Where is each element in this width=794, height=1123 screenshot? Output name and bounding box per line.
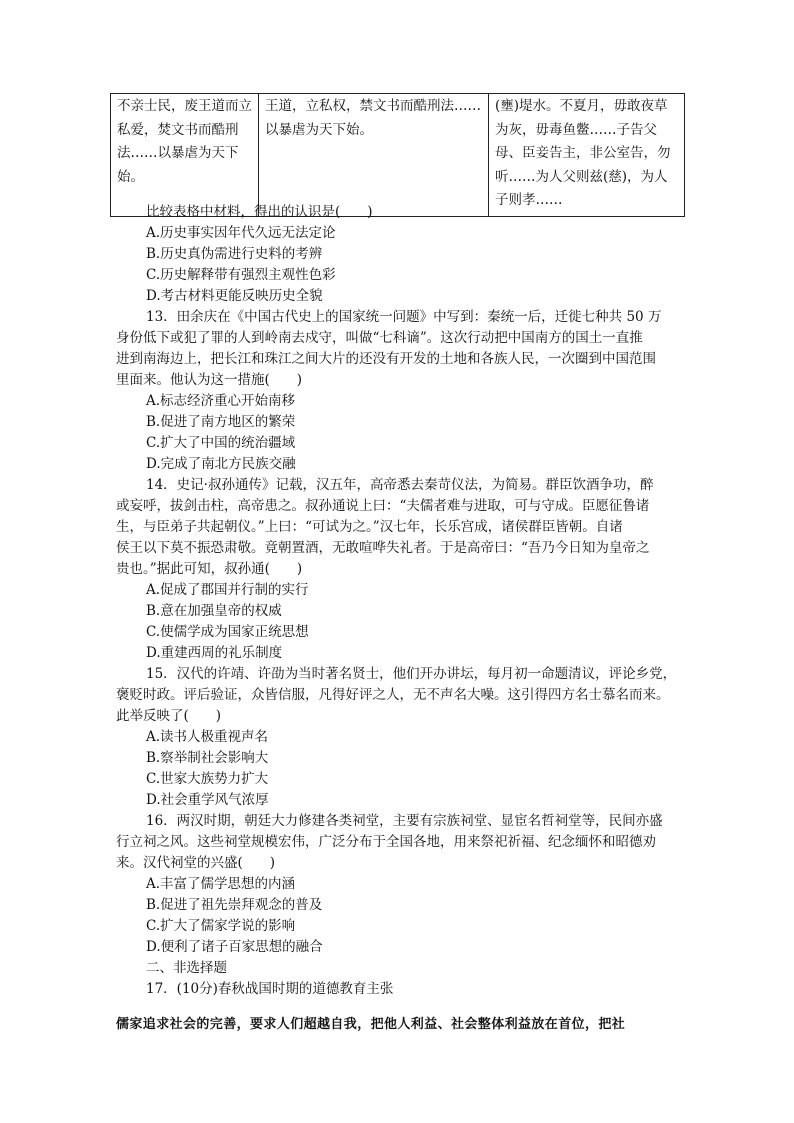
question-13 (116, 307, 684, 475)
question-15-option-b: B.察举制社会影响大 (146, 750, 269, 766)
table-cell-3: (壅)堤水。不夏月，毋敢夜草为灰，毋毒鱼鳖……子告父母、臣妾告主，非公室告，勿听……为人父则兹(慈)，为人子则孝…… (489, 94, 685, 217)
table-cell-2: 王道，立私权，禁文书而酷刑法……以暴虐为天下始。 (259, 94, 489, 217)
question-16-option-a: A.丰富了儒学思想的内涵 (146, 876, 296, 892)
question-13-line: 身份低下或犯了罪的人到岭南去戍守，叫做“七科谪”。这次行动把中国南方的国土一直推 (116, 330, 643, 346)
question-14-option-b: B.意在加强皇帝的权威 (146, 603, 282, 619)
section-non-choice (116, 958, 684, 1000)
question-16-line: 16．两汉时期，朝廷大力修建各类祠堂，主要有宗族祠堂、显宦名哲祠堂等，民间亦盛 (146, 813, 663, 829)
question-12 (116, 202, 684, 307)
question-12-option-d: D.考古材料更能反映历史全貌 (146, 288, 323, 304)
question-15-line: 15．汉代的许靖、许劭为当时著名贤士，他们开办讲坛，每月初一命题清议，评论乡党， (146, 666, 677, 682)
question-14-option-c: C.使儒学成为国家正统思想 (146, 624, 309, 640)
question-12-option-b: B.历史真伪需进行史料的考辨 (146, 246, 323, 262)
question-14-option-d: D.重建西周的礼乐制度 (146, 645, 283, 661)
question-15-line: 此举反映了( ) (116, 708, 222, 724)
question-14-line: 贵也。”据此可知，叔孙通( ) (116, 561, 303, 577)
question-17-text: 儒家追求社会的完善，要求人们超越自我，把他人利益、社会整体利益放在首位，把社 (116, 1017, 626, 1032)
question-13-option-c: C.扩大了中国的统治疆域 (146, 435, 296, 451)
question-15 (116, 664, 684, 811)
question-14-line: 生，与臣弟子共起朝仪。”上曰：“可试为之。”汉七年，长乐宫成，诸侯群臣皆朝。自诸 (116, 519, 623, 535)
question-16-line: 行立祠之风。这些祠堂规模宏伟，广泛分布于全国各地，用来祭祀祈福、纪念缅怀和昭德劝 (116, 834, 656, 850)
question-15-option-d: D.社会重学风气浓厚 (146, 792, 269, 808)
question-13-line: 进到南海边上，把长江和珠江之间大片的还没有开发的土地和各族人民，一次圈到中国范围 (116, 351, 656, 367)
section-title: 二、非选择题 (146, 960, 227, 976)
question-12-option-c: C.历史解释带有强烈主观性色彩 (146, 267, 336, 283)
question-14-line: 或妄呼，拔剑击柱，高帝患之。叔孙通说上曰：“夫儒者难与进取，可与守成。臣愿征鲁诸 (116, 498, 650, 514)
question-14 (116, 475, 684, 664)
question-12-stem: 比较表格中材料，得出的认识是( ) (146, 204, 373, 220)
question-13-line: 13．田余庆在《中国古代史上的国家统一问题》中写到：秦统一后，迁徙七种共 50 万 (146, 309, 662, 325)
table-cell-1: 不亲士民，废王道而立私爱，焚文书而酷刑法……以暴虐为天下始。 (111, 94, 259, 217)
question-16 (116, 811, 684, 958)
question-13-option-d: D.完成了南北方民族交融 (146, 456, 296, 472)
question-14-option-a: A.促成了郡国并行制的实行 (146, 582, 309, 598)
question-13-option-b: B.促进了南方地区的繁荣 (146, 414, 296, 430)
question-16-line: 来。汉代祠堂的兴盛( ) (116, 855, 276, 871)
question-13-option-a: A.标志经济重心开始南移 (146, 393, 296, 409)
source-table (110, 93, 685, 217)
question-17-title: 17．(10分)春秋战国时期的道德教育主张 (146, 981, 394, 997)
question-13-line: 里面来。他认为这一措施( ) (116, 372, 303, 388)
table-row (111, 94, 685, 217)
question-16-option-b: B.促进了祖先崇拜观念的普及 (146, 897, 323, 913)
question-15-option-c: C.世家大族势力扩大 (146, 771, 269, 787)
question-15-line: 褒贬时政。评后验证，众皆信服，凡得好评之人，无不声名大噪。这引得四方名士慕名而来。 (116, 687, 670, 703)
question-16-option-c: C.扩大了儒家学说的影响 (146, 918, 296, 934)
question-14-line: 侯王以下莫不振恐肃敬。竟朝置酒，无敢喧哗失礼者。于是高帝曰：“吾乃今日知为皇帝之 (116, 540, 650, 556)
question-16-option-d: D.便利了诸子百家思想的融合 (146, 939, 323, 955)
question-15-option-a: A.读书人极重视声名 (146, 729, 269, 745)
question-14-line: 14．史记·叔孙通传》记载，汉五年，高帝悉去秦苛仪法，为简易。群臣饮酒争功，醉 (146, 477, 654, 493)
question-12-option-a: A.历史事实因年代久远无法定论 (146, 225, 336, 241)
